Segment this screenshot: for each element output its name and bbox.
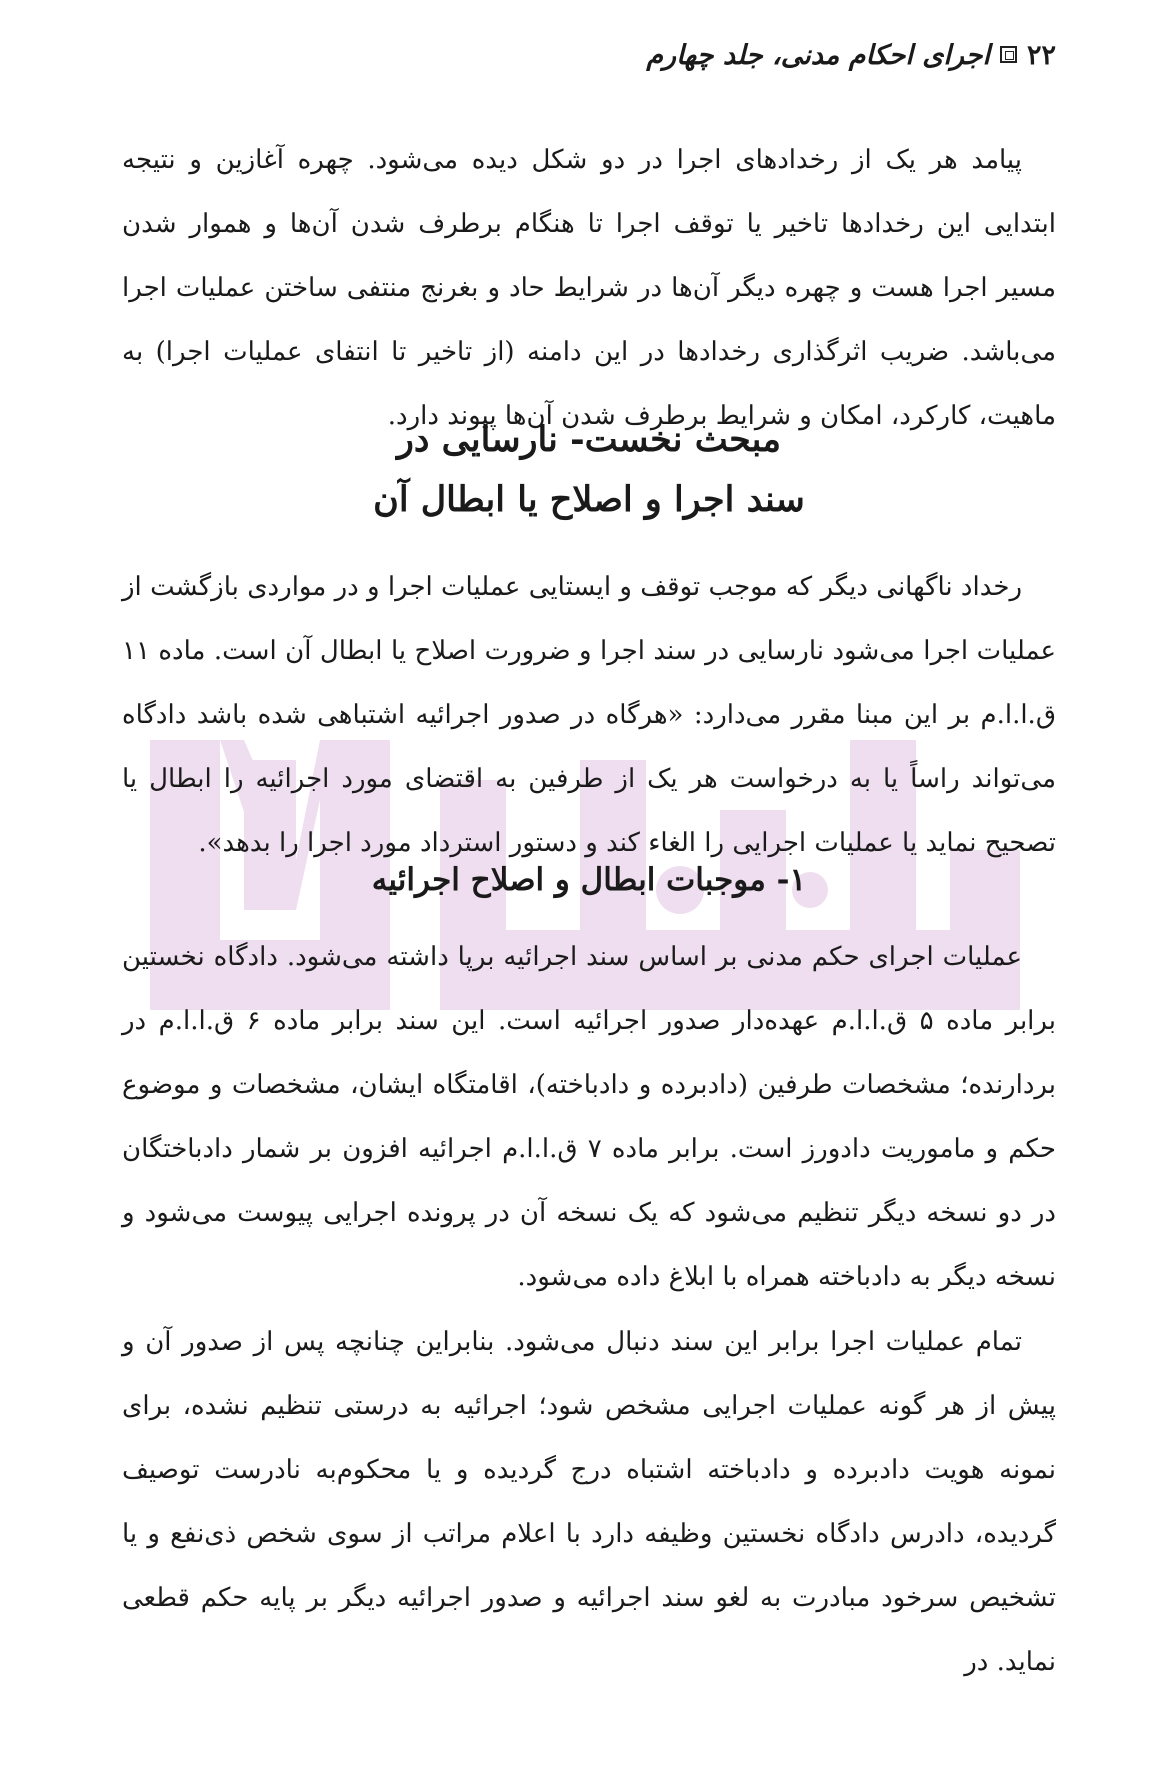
section-heading-line-1: مبحث نخست- نارسایی در <box>397 419 781 460</box>
intro-paragraph: پیامد هر یک از رخدادهای اجرا در دو شکل دیده می‌شود. چهره آغازین و نتیجه ابتدایی این رخدادها تاخیر یا توقف اجرا تا هنگام برطرف شدن آن‌ها و هموار شدن مسیر اجرا هست و چهره دیگر آن‌ها در شرایط حاد و بغرنج منتفی ساختن عملیات اجرا می‌باشد. ضریب اثرگذاری رخدادها در این دامنه (از تاخیر تا انتفای عملیات اجرا) به ماهیت، کارکرد، امکان و شرایط برطرف شدن آن‌ها پیوند دارد. <box>122 145 1056 431</box>
body-paragraph-1: عملیات اجرای حکم مدنی بر اساس سند اجرائیه برپا داشته می‌شود. دادگاه نخستین برابر ماده ۵ ق.ا.ا.م عهده‌دار صدور اجرائیه است. این سند برابر ماده ۶ ق.ا.ا.م در بردارنده؛ مشخصات طرفین (دادبرده و دادباخته)، اقامتگاه ایشان، مشخصات و موضوع حکم و ماموریت دادورز است. برابر ماده ۷ ق.ا.ا.م اجرائیه افزون بر شمار دادباختگان در دو نسخه دیگر تنظیم می‌شود که یک نسخه آن در پرونده اجرایی پیوست می‌شود و نسخه دیگر به دادباخته همراه با ابلاغ داده می‌شود. <box>122 942 1056 1292</box>
body-paragraph-2: تمام عملیات اجرا برابر این سند دنبال می‌شود. بنابراین چنانچه پس از صدور آن و پیش از هر گونه عملیات اجرایی مشخص شود؛ اجرائیه به درستی تنظیم نشده، برای نمونه هویت دادبرده و دادباخته اشتباه درج گردیده و یا محکوم‌به نادرست توصیف گردیده، دادرس دادگاه نخستین وظیفه دارد با اعلام مراتب از سوی شخص ذی‌نفع و یا تشخیص سرخود مبادرت به لغو سند اجرائیه و صدور اجرائیه دیگر بر پایه حکم قطعی نماید. در <box>122 1327 1056 1677</box>
section-heading-line-2: سند اجرا و اصلاح یا ابطال آن <box>373 479 805 520</box>
running-header <box>120 40 1056 84</box>
square-ornament-icon <box>1000 46 1017 63</box>
book-title: اجرای احکام مدنی، جلد چهارم <box>646 40 990 71</box>
subsection-heading: ۱- موجبات ابطال و اصلاح اجرائیه <box>371 862 807 898</box>
page-number: ۲۲ <box>1026 40 1056 71</box>
section-body-paragraph: رخداد ناگهانی دیگر که موجب توقف و ایستایی عملیات اجرا و در مواردی بازگشت از عملیات اجرا می‌شود نارسایی در سند اجرا و ضرورت اصلاح یا ابطال آن است. ماده ۱۱ ق.ا.ا.م بر این مبنا مقرر می‌دارد: «هرگاه در صدور اجرائیه اشتباهی شده باشد دادگاه می‌تواند راساً یا به درخواست هر یک از طرفین به اقتضای مورد اجرائیه را ابطال یا تصحیح نماید یا عملیات اجرایی را الغاء کند و دستور استرداد مورد اجرا را بدهد». <box>122 572 1056 858</box>
